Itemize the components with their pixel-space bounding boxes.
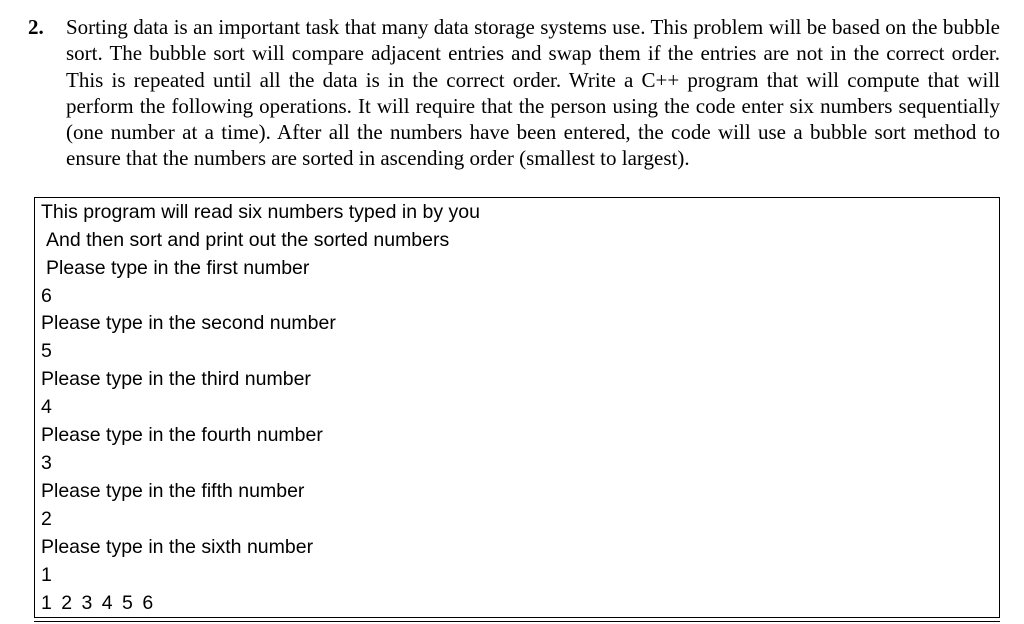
bottom-rule-upper xyxy=(34,617,1000,618)
input-third-number: 4 xyxy=(41,396,52,418)
input-first-number: 6 xyxy=(41,285,52,307)
input-fourth-number: 3 xyxy=(41,452,52,474)
bottom-rule-lower xyxy=(34,621,1000,622)
input-sixth-number: 1 xyxy=(41,564,52,586)
prompt-fifth-number: Please type in the fifth number xyxy=(41,480,305,502)
prompt-sixth-number: Please type in the sixth number xyxy=(41,536,314,558)
output-intro-line-1: This program will read six numbers typed in by you xyxy=(41,201,480,223)
prompt-first-number: Please type in the first number xyxy=(46,257,310,279)
problem-text: Sorting data is an important task that many data storage systems use. This problem will be based on the bubble sort. The bubble sort will compare adjacent entries and swap them if the entries are not in the correct order. This is repeated until all the data is in the correct order. Write a C++ program that will compute that will perform the following operations. It will require that the person using the code enter six numbers sequentially (one number at a time). After all the numbers have been entered, the code will use a bubble sort method to ensure that the numbers are sorted in ascending order (smallest to largest). xyxy=(66,15,1000,171)
prompt-second-number: Please type in the second number xyxy=(41,312,336,334)
output-intro-line-2: And then sort and print out the sorted numbers xyxy=(46,229,450,251)
prompt-third-number: Please type in the third number xyxy=(41,368,311,390)
problem-statement xyxy=(28,14,1000,172)
prompt-fourth-number: Please type in the fourth number xyxy=(41,424,323,446)
input-fifth-number: 2 xyxy=(41,508,52,530)
input-second-number: 5 xyxy=(41,340,52,362)
sorted-numbers-output: 1 2 3 4 5 6 xyxy=(41,592,156,614)
problem-number: 2. xyxy=(28,15,44,39)
